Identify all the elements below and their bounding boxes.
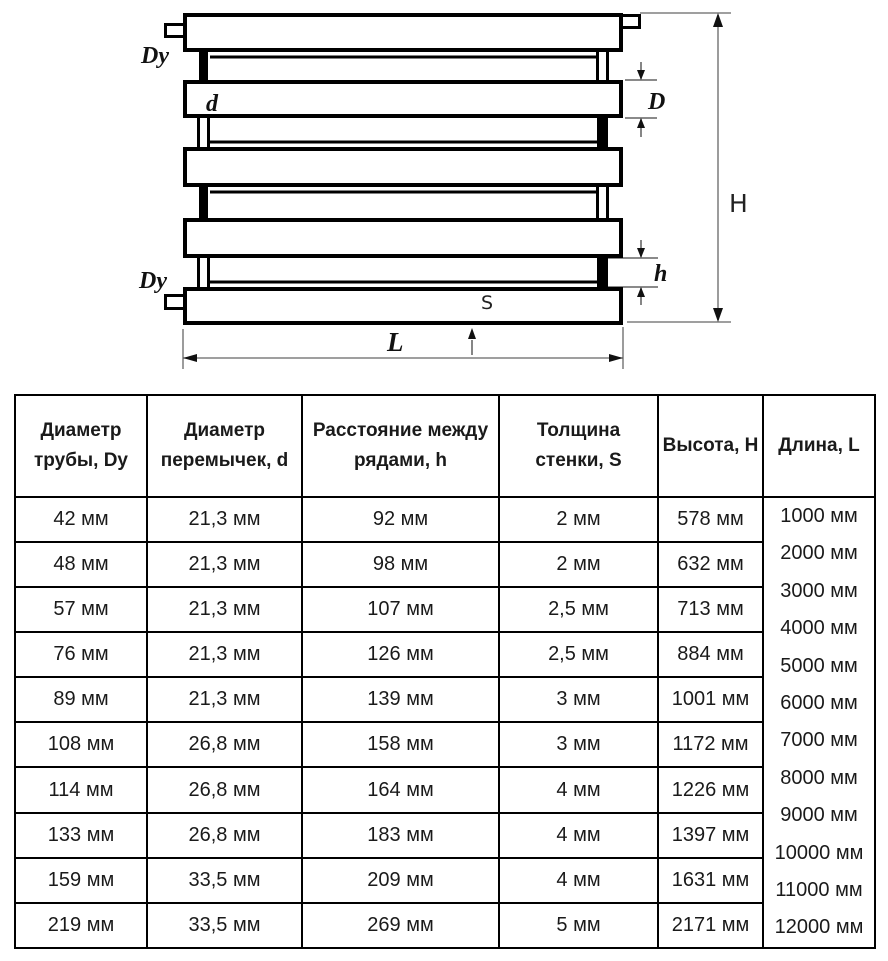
data-cell: 76 мм (15, 632, 147, 677)
pipe-row-4 (185, 220, 621, 256)
data-cell: 1631 мм (658, 858, 763, 903)
length-option: 1000 мм (780, 505, 858, 527)
data-cell: 2 мм (499, 497, 658, 542)
column-header-2: Диаметр перемычек, d (147, 395, 302, 497)
table-row-8 (15, 813, 875, 858)
length-option: 8000 мм (780, 766, 858, 789)
table-row-10 (15, 903, 875, 948)
label-d: d (206, 91, 218, 117)
data-cell: 219 мм (15, 903, 147, 948)
jumper-right-solid-4 (597, 254, 608, 289)
data-cell: 269 мм (302, 903, 499, 948)
length-options-cell (763, 497, 875, 948)
length-option: 3000 мм (780, 579, 858, 602)
data-cell: 33,5 мм (147, 858, 302, 903)
data-cell: 26,8 мм (147, 813, 302, 858)
data-cell: 4 мм (499, 813, 658, 858)
data-cell: 2,5 мм (499, 632, 658, 677)
table-row-5 (15, 677, 875, 722)
data-cell: 26,8 мм (147, 767, 302, 812)
length-option: 12000 мм (774, 916, 864, 939)
data-cell: 4 мм (499, 767, 658, 812)
length-option: 9000 мм (780, 804, 858, 827)
data-cell: 21,3 мм (147, 542, 302, 587)
length-option: 7000 мм (780, 729, 858, 752)
data-cell: 5 мм (499, 903, 658, 948)
jumper-right-hollow-3 (598, 183, 608, 220)
label-dy-bottom: Dy (139, 268, 167, 294)
label-H: H (729, 189, 748, 218)
jumper-left-solid-1 (199, 48, 208, 84)
table-body (15, 497, 875, 948)
table-row-3 (15, 587, 875, 632)
data-cell: 139 мм (302, 677, 499, 722)
data-cell: 42 мм (15, 497, 147, 542)
data-cell: 2171 мм (658, 903, 763, 948)
length-option: 2000 мм (780, 542, 858, 565)
length-option: 4000 мм (780, 617, 858, 640)
data-cell: 133 мм (15, 813, 147, 858)
arrowhead (637, 70, 645, 80)
data-cell: 2 мм (499, 542, 658, 587)
jumper-left-solid-3 (199, 183, 208, 220)
arrowhead (609, 354, 623, 362)
data-cell: 21,3 мм (147, 677, 302, 722)
arrowhead (713, 13, 723, 27)
data-cell: 57 мм (15, 587, 147, 632)
jumper-left-hollow-4 (199, 254, 209, 289)
arrowhead (637, 248, 645, 258)
data-cell: 158 мм (302, 722, 499, 767)
data-cell: 713 мм (658, 587, 763, 632)
pipe-row-3 (185, 149, 621, 185)
data-cell: 21,3 мм (147, 632, 302, 677)
table-row-9 (15, 858, 875, 903)
data-cell: 209 мм (302, 858, 499, 903)
data-cell: 4 мм (499, 858, 658, 903)
pipe-row-5 (185, 289, 621, 323)
data-cell: 1397 мм (658, 813, 763, 858)
data-cell: 26,8 мм (147, 722, 302, 767)
table-row-1 (15, 497, 875, 542)
table-header-row (15, 395, 875, 497)
arrowhead (468, 328, 476, 339)
data-cell: 3 мм (499, 722, 658, 767)
data-cell: 108 мм (15, 722, 147, 767)
data-cell: 2,5 мм (499, 587, 658, 632)
arrowhead (713, 308, 723, 322)
data-cell: 183 мм (302, 813, 499, 858)
table-row-4 (15, 632, 875, 677)
dimensions-table (14, 394, 876, 949)
table-row-6 (15, 722, 875, 767)
data-cell: 98 мм (302, 542, 499, 587)
length-option: 5000 мм (780, 654, 858, 677)
data-cell: 159 мм (15, 858, 147, 903)
column-header-1: Диаметр трубы, Dy (15, 395, 147, 497)
pipe-row-2 (185, 82, 621, 116)
arrowhead (637, 118, 645, 128)
data-cell: 1226 мм (658, 767, 763, 812)
label-L: L (387, 327, 404, 357)
data-cell: 92 мм (302, 497, 499, 542)
column-header-3: Расстояние между рядами, h (302, 395, 499, 497)
data-cell: 578 мм (658, 497, 763, 542)
jumper-left-hollow-2 (199, 114, 209, 149)
data-cell: 107 мм (302, 587, 499, 632)
label-dy-top: Dy (141, 43, 169, 69)
label-S: S (481, 292, 494, 314)
length-option: 10000 мм (774, 841, 864, 864)
pipe-row-1 (185, 15, 621, 50)
data-cell: 33,5 мм (147, 903, 302, 948)
table-row-2 (15, 542, 875, 587)
dim-H (627, 13, 731, 322)
length-option: 11000 мм (775, 879, 863, 902)
data-cell: 126 мм (302, 632, 499, 677)
jumper-right-solid-2 (597, 114, 608, 149)
arrowhead (183, 354, 197, 362)
data-cell: 164 мм (302, 767, 499, 812)
register-diagram (0, 0, 888, 382)
data-cell: 3 мм (499, 677, 658, 722)
data-cell: 48 мм (15, 542, 147, 587)
data-cell: 1172 мм (658, 722, 763, 767)
data-cell: 1001 мм (658, 677, 763, 722)
column-header-6: Длина, L (763, 395, 875, 497)
length-option: 6000 мм (780, 692, 858, 715)
data-cell: 89 мм (15, 677, 147, 722)
data-cell: 21,3 мм (147, 497, 302, 542)
data-cell: 114 мм (15, 767, 147, 812)
label-D: D (648, 89, 666, 115)
jumper-right-hollow-1 (598, 48, 608, 82)
label-h: h (654, 261, 668, 287)
data-cell: 884 мм (658, 632, 763, 677)
stub-top-right (621, 16, 640, 28)
column-header-5: Высота, H (658, 395, 763, 497)
arrowhead (637, 287, 645, 297)
table-row-7 (15, 767, 875, 812)
data-cell: 21,3 мм (147, 587, 302, 632)
column-header-4: Толщина стенки, S (499, 395, 658, 497)
data-cell: 632 мм (658, 542, 763, 587)
